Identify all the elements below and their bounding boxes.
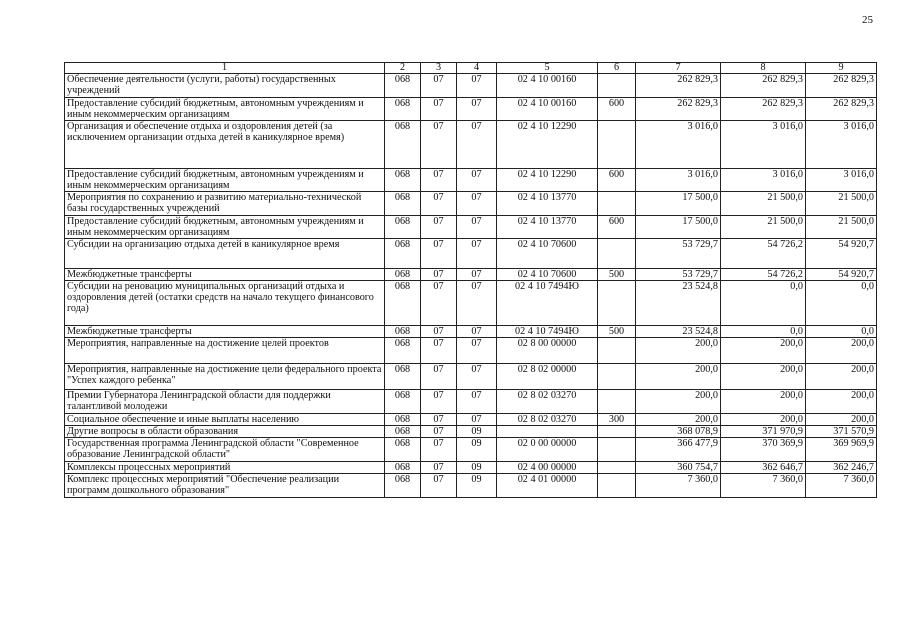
cell-subsection: 07 [457,192,497,216]
table-row [65,438,877,462]
table-row [65,390,877,414]
cell-expense-type: 600 [598,216,636,239]
cell-amount-9: 54 920,7 [806,239,877,269]
row-name: Мероприятия, направленные на достижение целей проектов [65,338,385,364]
row-name: Межбюджетные трансферты [65,269,385,281]
cell-ministry: 068 [385,474,421,498]
row-name: Предоставление субсидий бюджетным, автономным учреждениям и иным некоммерческим организациям [65,169,385,192]
cell-expense-type [598,364,636,390]
cell-ministry: 068 [385,414,421,426]
cell-amount-9: 369 969,9 [806,438,877,462]
cell-ministry: 068 [385,98,421,121]
cell-section: 07 [421,390,457,414]
table-row [65,426,877,438]
cell-subsection: 07 [457,338,497,364]
cell-section: 07 [421,462,457,474]
header-row [65,63,877,74]
cell-amount-8: 54 726,2 [721,269,806,281]
cell-ministry: 068 [385,216,421,239]
cell-target-code: 02 4 10 12290 [497,169,598,192]
row-name: Межбюджетные трансферты [65,326,385,338]
cell-section: 07 [421,474,457,498]
cell-amount-7: 17 500,0 [636,192,721,216]
table-row [65,326,877,338]
cell-amount-7: 3 016,0 [636,169,721,192]
cell-amount-7: 3 016,0 [636,121,721,169]
cell-amount-8: 0,0 [721,326,806,338]
row-name: Социальное обеспечение и иные выплаты населению [65,414,385,426]
cell-amount-8: 371 970,9 [721,426,806,438]
row-name: Предоставление субсидий бюджетным, автономным учреждениям и иным некоммерческим организациям [65,98,385,121]
table-row [65,462,877,474]
cell-amount-8: 200,0 [721,414,806,426]
row-name: Субсидии на реновацию муниципальных организаций отдыха и оздоровления детей (остатки средств на начало текущего финансового года) [65,281,385,326]
cell-amount-7: 366 477,9 [636,438,721,462]
cell-expense-type: 500 [598,326,636,338]
table-row [65,239,877,269]
cell-ministry: 068 [385,269,421,281]
cell-subsection: 07 [457,98,497,121]
cell-amount-7: 17 500,0 [636,216,721,239]
cell-section: 07 [421,98,457,121]
cell-target-code: 02 4 10 70600 [497,269,598,281]
cell-subsection: 07 [457,364,497,390]
cell-expense-type: 600 [598,98,636,121]
row-name: Мероприятия по сохранению и развитию материально-технической базы государственных учреждений [65,192,385,216]
cell-section: 07 [421,216,457,239]
cell-section: 07 [421,414,457,426]
cell-target-code: 02 8 02 03270 [497,414,598,426]
cell-ministry: 068 [385,364,421,390]
row-name: Субсидии на организацию отдыха детей в каникулярное время [65,239,385,269]
cell-amount-9: 371 570,9 [806,426,877,438]
cell-amount-7: 53 729,7 [636,239,721,269]
cell-section: 07 [421,426,457,438]
cell-subsection: 07 [457,239,497,269]
cell-amount-9: 54 920,7 [806,269,877,281]
cell-amount-9: 0,0 [806,326,877,338]
cell-amount-7: 360 754,7 [636,462,721,474]
cell-section: 07 [421,338,457,364]
cell-amount-9: 200,0 [806,390,877,414]
table-row [65,192,877,216]
cell-amount-8: 21 500,0 [721,192,806,216]
cell-target-code [497,426,598,438]
cell-amount-8: 54 726,2 [721,239,806,269]
cell-subsection: 07 [457,216,497,239]
cell-amount-9: 262 829,3 [806,74,877,98]
cell-section: 07 [421,269,457,281]
cell-amount-8: 362 646,7 [721,462,806,474]
cell-ministry: 068 [385,390,421,414]
cell-amount-7: 7 360,0 [636,474,721,498]
cell-ministry: 068 [385,281,421,326]
col-header: 9 [806,63,877,74]
cell-section: 07 [421,74,457,98]
cell-expense-type: 600 [598,169,636,192]
col-header: 1 [65,63,385,74]
cell-amount-7: 262 829,3 [636,74,721,98]
cell-amount-9: 7 360,0 [806,474,877,498]
cell-expense-type [598,281,636,326]
cell-amount-8: 200,0 [721,364,806,390]
cell-target-code: 02 4 01 00000 [497,474,598,498]
table-row [65,98,877,121]
table-row [65,169,877,192]
row-name: Премии Губернатора Ленинградской области для поддержки талантливой молодежи [65,390,385,414]
col-header: 4 [457,63,497,74]
col-header: 3 [421,63,457,74]
cell-target-code: 02 4 10 00160 [497,98,598,121]
cell-amount-7: 368 078,9 [636,426,721,438]
cell-section: 07 [421,364,457,390]
cell-amount-9: 200,0 [806,338,877,364]
row-name: Комплексы процессных мероприятий [65,462,385,474]
cell-amount-7: 262 829,3 [636,98,721,121]
cell-target-code: 02 4 00 00000 [497,462,598,474]
cell-section: 07 [421,281,457,326]
cell-target-code: 02 4 10 70600 [497,239,598,269]
cell-section: 07 [421,169,457,192]
cell-amount-8: 0,0 [721,281,806,326]
col-header: 6 [598,63,636,74]
cell-amount-7: 23 524,8 [636,326,721,338]
cell-amount-8: 7 360,0 [721,474,806,498]
cell-section: 07 [421,192,457,216]
cell-target-code: 02 0 00 00000 [497,438,598,462]
cell-ministry: 068 [385,438,421,462]
cell-target-code: 02 4 10 00160 [497,74,598,98]
cell-section: 07 [421,239,457,269]
cell-subsection: 07 [457,74,497,98]
cell-amount-9: 3 016,0 [806,121,877,169]
cell-section: 07 [421,121,457,169]
cell-ministry: 068 [385,192,421,216]
table-row [65,74,877,98]
row-name: Обеспечение деятельности (услуги, работы) государственных учреждений [65,74,385,98]
cell-expense-type [598,239,636,269]
cell-section: 07 [421,326,457,338]
cell-target-code: 02 4 10 13770 [497,216,598,239]
budget-table [64,62,877,498]
cell-ministry: 068 [385,426,421,438]
cell-ministry: 068 [385,326,421,338]
col-header: 8 [721,63,806,74]
cell-target-code: 02 4 10 7494Ю [497,326,598,338]
cell-expense-type: 500 [598,269,636,281]
col-header: 2 [385,63,421,74]
cell-expense-type [598,338,636,364]
cell-amount-9: 200,0 [806,364,877,390]
row-name: Государственная программа Ленинградской области "Современное образование Ленинградской области" [65,438,385,462]
cell-expense-type [598,192,636,216]
row-name: Предоставление субсидий бюджетным, автономным учреждениям и иным некоммерческим организациям [65,216,385,239]
page-number: 25 [862,14,873,26]
cell-subsection: 07 [457,169,497,192]
table-row [65,364,877,390]
cell-amount-9: 0,0 [806,281,877,326]
table-row [65,338,877,364]
cell-amount-9: 362 246,7 [806,462,877,474]
cell-amount-9: 262 829,3 [806,98,877,121]
cell-amount-9: 200,0 [806,414,877,426]
cell-subsection: 07 [457,269,497,281]
cell-subsection: 07 [457,281,497,326]
cell-amount-8: 200,0 [721,390,806,414]
table-row [65,121,877,169]
cell-amount-7: 200,0 [636,338,721,364]
cell-amount-7: 53 729,7 [636,269,721,281]
col-header: 7 [636,63,721,74]
cell-target-code: 02 8 00 00000 [497,338,598,364]
cell-ministry: 068 [385,169,421,192]
cell-subsection: 07 [457,326,497,338]
cell-subsection: 09 [457,426,497,438]
cell-ministry: 068 [385,239,421,269]
row-name: Мероприятия, направленные на достижение цели федерального проекта "Успех каждого ребенка" [65,364,385,390]
table-row [65,216,877,239]
table-row [65,269,877,281]
cell-amount-9: 3 016,0 [806,169,877,192]
cell-target-code: 02 8 02 00000 [497,364,598,390]
cell-target-code: 02 8 02 03270 [497,390,598,414]
cell-subsection: 09 [457,474,497,498]
cell-expense-type [598,121,636,169]
cell-amount-8: 3 016,0 [721,121,806,169]
cell-subsection: 09 [457,438,497,462]
cell-ministry: 068 [385,74,421,98]
cell-ministry: 068 [385,462,421,474]
cell-subsection: 07 [457,121,497,169]
cell-amount-8: 21 500,0 [721,216,806,239]
cell-amount-7: 200,0 [636,390,721,414]
cell-expense-type [598,438,636,462]
cell-ministry: 068 [385,121,421,169]
cell-expense-type [598,462,636,474]
cell-subsection: 07 [457,390,497,414]
cell-amount-8: 262 829,3 [721,74,806,98]
cell-amount-7: 23 524,8 [636,281,721,326]
cell-expense-type [598,474,636,498]
cell-expense-type [598,426,636,438]
cell-target-code: 02 4 10 12290 [497,121,598,169]
row-name: Организация и обеспечение отдыха и оздоровления детей (за исключением организации отдыха детей в каникулярное время) [65,121,385,169]
cell-amount-7: 200,0 [636,414,721,426]
cell-amount-8: 200,0 [721,338,806,364]
col-header: 5 [497,63,598,74]
cell-subsection: 07 [457,414,497,426]
row-name: Комплекс процессных мероприятий "Обеспечение реализации программ дошкольного образования" [65,474,385,498]
cell-expense-type [598,74,636,98]
cell-target-code: 02 4 10 7494Ю [497,281,598,326]
cell-amount-9: 21 500,0 [806,216,877,239]
cell-section: 07 [421,438,457,462]
cell-ministry: 068 [385,338,421,364]
table-row [65,414,877,426]
cell-amount-8: 370 369,9 [721,438,806,462]
table-row [65,281,877,326]
cell-expense-type [598,390,636,414]
cell-target-code: 02 4 10 13770 [497,192,598,216]
cell-amount-8: 3 016,0 [721,169,806,192]
table-row [65,474,877,498]
cell-amount-9: 21 500,0 [806,192,877,216]
cell-amount-7: 200,0 [636,364,721,390]
cell-subsection: 09 [457,462,497,474]
cell-expense-type: 300 [598,414,636,426]
row-name: Другие вопросы в области образования [65,426,385,438]
cell-amount-8: 262 829,3 [721,98,806,121]
